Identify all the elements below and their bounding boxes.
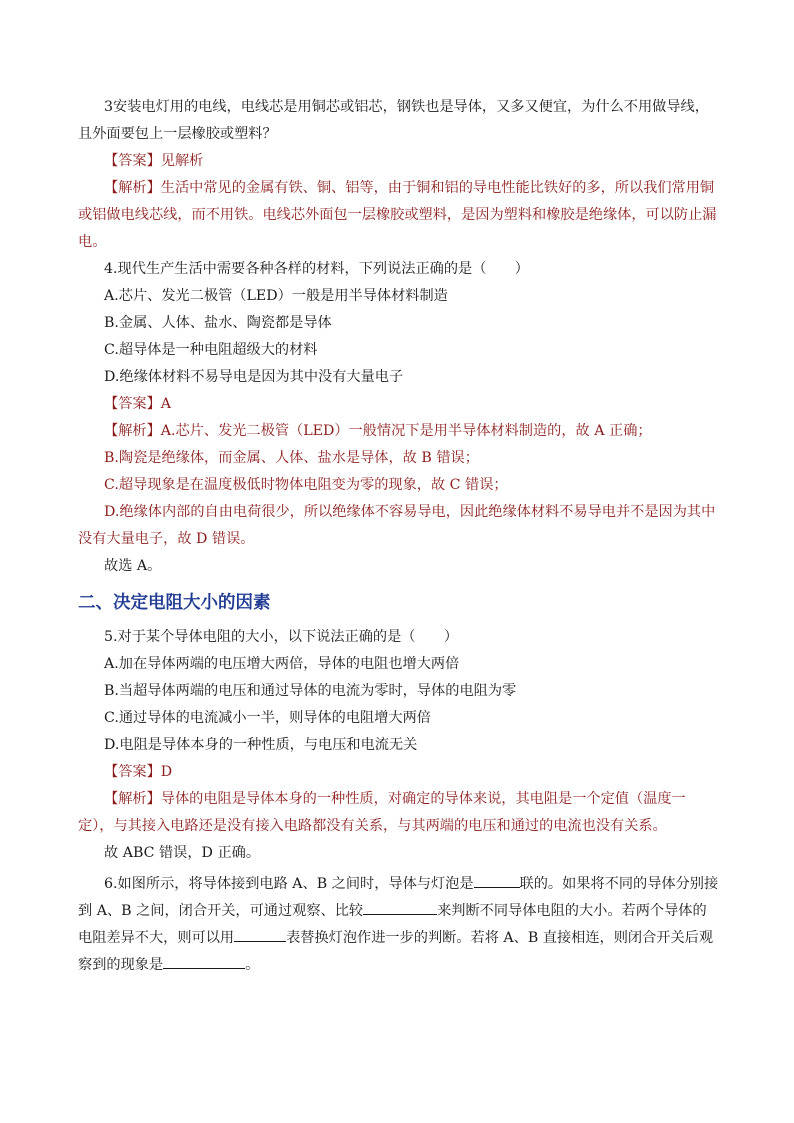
q4-analysis-line-c: C.超导现象是在温度极低时物体电阻变为零的现象，故 C 错误； bbox=[104, 477, 508, 493]
q3-question: 3安装电灯用的电线，电线芯是用铜芯或铝芯，钢铁也是导体，又多又便宜，为什么不用做导线，且外面要包上一层橡胶或塑料？ bbox=[78, 99, 709, 142]
q3-analysis-tag: 【解析】 bbox=[104, 180, 161, 196]
q6-blank-1[interactable] bbox=[474, 873, 520, 888]
q5-option-d: D.电阻是导体本身的一种性质，与电压和电流无关 bbox=[104, 737, 418, 753]
q5-option-a: A.加在导体两端的电压增大两倍，导体的电阻也增大两倍 bbox=[104, 656, 460, 672]
q4-conclusion: 故选 A。 bbox=[104, 558, 162, 574]
q5-question: 5.对于某个导体电阻的大小，以下说法正确的是（ ） bbox=[104, 629, 459, 645]
q4-answer-text: A bbox=[160, 396, 172, 412]
q5-answer bbox=[78, 759, 720, 786]
q4-answer-tag: 【答案】 bbox=[104, 396, 161, 412]
section-heading: 二、决定电阻大小的因素 bbox=[78, 593, 271, 613]
q6-text-1: 6.如图所示，将导体接到电路 A、B 之间时，导体与灯泡是 bbox=[104, 876, 474, 892]
q3-analysis-text: 生活中常见的金属有铁、铜、铝等，由于铜和铝的导电性能比铁好的多，所以我们常用铜或铝做电线芯线，而不用铁。电线芯外面包一层橡胶或塑料，是因为塑料和橡胶是绝缘体，可以防止漏电。 bbox=[78, 180, 717, 250]
q5-analysis-text: 导体的电阻是导体本身的一种性质，对确定的导体来说，其电阻是一个定值（温度一定），与其接入电路还是没有接入电路都没有关系，与其两端的电压和通过的电流也没有关系。 bbox=[78, 791, 686, 834]
q5-analysis bbox=[78, 786, 720, 840]
q6-text-4: 表替换灯泡作进一步的判断。若将 A、B 直接相连，则闭合开关后观察到的现象是 bbox=[78, 930, 714, 973]
q4-option-b: B.金属、人体、盐水、陶瓷都是导体 bbox=[104, 315, 332, 331]
q4-analysis-tag: 【解析】 bbox=[104, 423, 161, 439]
q6-text-2: 联的。如果将不同的导体分别接到 A、B 之间，闭合开关，可通过观察、比较 bbox=[78, 876, 719, 919]
q6-blank-3[interactable] bbox=[234, 927, 286, 942]
q4-option-a: A.芯片、发光二极管（LED）一般是用半导体材料制造 bbox=[104, 288, 448, 304]
q4-analysis-text-a: A.芯片、发光二极管（LED）一般情况下是用半导体材料制造的，故 A 正确； bbox=[160, 423, 652, 439]
q3-answer-text: 见解析 bbox=[160, 153, 204, 169]
q6-blank-4[interactable] bbox=[163, 954, 245, 969]
q6-text-3: 来判断不同导体电阻的大小。若两个导体的电阻差异不大，则可以用 bbox=[78, 903, 707, 946]
q5-analysis-tag: 【解析】 bbox=[104, 791, 161, 807]
q4-answer bbox=[78, 391, 720, 418]
q6-question bbox=[78, 871, 720, 979]
q3-answer-tag: 【答案】 bbox=[104, 153, 161, 169]
q4-question: 4.现代生产生活中需要各种各样的材料，下列说法正确的是（ ） bbox=[104, 261, 529, 277]
q3-answer bbox=[78, 148, 720, 175]
q4-option-c: C.超导体是一种电阻超级大的材料 bbox=[104, 342, 318, 358]
q5-option-b: B.当超导体两端的电压和通过导体的电流为零时，导体的电阻为零 bbox=[104, 683, 517, 699]
q5-answer-text: D bbox=[160, 764, 173, 780]
q5-option-c: C.通过导体的电流减小一半，则导体的电阻增大两倍 bbox=[104, 710, 431, 726]
q5-answer-tag: 【答案】 bbox=[104, 764, 161, 780]
q4-analysis-line-a bbox=[78, 418, 720, 445]
q4-analysis-line-d: D.绝缘体内部的自由电荷很少，所以绝缘体不容易导电，因此绝缘体材料不易导电并不是因为其中没有大量电子，故 D 错误。 bbox=[78, 504, 716, 547]
document-content bbox=[78, 94, 720, 979]
q6-blank-2[interactable] bbox=[363, 900, 437, 915]
q4-option-d: D.绝缘体材料不易导电是因为其中没有大量电子 bbox=[104, 369, 404, 385]
q6-text-5: 。 bbox=[245, 957, 260, 973]
q5-conclusion: 故 ABC 错误，D 正确。 bbox=[104, 845, 261, 861]
q4-analysis-line-b: B.陶瓷是绝缘体，而金属、人体、盐水是导体，故 B 错误； bbox=[104, 450, 479, 466]
q3-analysis bbox=[78, 175, 720, 256]
